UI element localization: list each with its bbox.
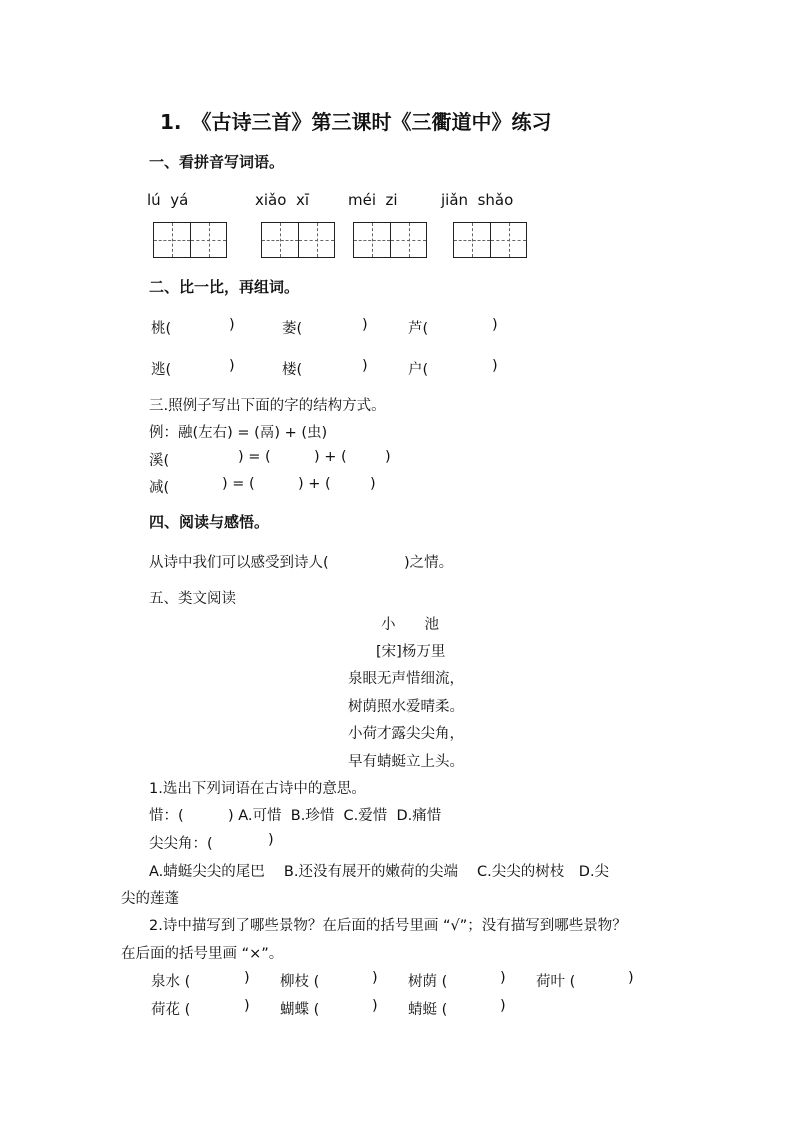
compare-char-lu: 芦( [408,321,429,337]
q1-xi-options: ) A.可惜 B.珍惜 C.爱惜 D.痛惜 [228,808,442,824]
paren-close: ) [372,998,378,1014]
pinyin-3: méi zi [348,191,398,209]
structure-eq: ) = ( [238,449,271,465]
structure-plus: ) + ( [298,476,331,492]
q2-item-shuyin: 树荫 ( [408,974,448,990]
q1-jjj-label: 尖尖角：( [149,836,213,852]
compare-char-lou: 楼( [282,362,303,378]
section-2-heading: 二、比一比，再组词。 [149,278,300,296]
feeling-question: 从诗中我们可以感受到诗人( [149,555,329,571]
poem-title: 小 池 [381,617,439,633]
paren-close: ) [362,317,368,333]
paren-close: ) [385,449,391,465]
poem-line-2: 树荫照水爱晴柔。 [348,699,464,715]
writing-grid-4[interactable] [453,222,527,258]
q2-item-liuzhi: 柳枝 ( [280,974,320,990]
feeling-question-end: )之情。 [404,555,454,571]
q1-stem: 1.选出下列词语在古诗中的意思。 [149,781,366,797]
paren-close: ) [492,358,498,374]
q2-item-qingting: 蜻蜓 ( [408,1002,448,1018]
paren-close: ) [229,317,235,333]
structure-xi-char: 溪( [149,453,170,469]
writing-grid-3[interactable] [353,222,427,258]
structure-example: 例：融(左右) = (鬲) + (虫) [149,425,328,441]
q2-item-hudie: 蝴蝶 ( [280,1002,320,1018]
paren-close: ) [244,970,250,986]
q1-options-line-1: A.蜻蜓尖尖的尾巴 B.还没有展开的嫩荷的尖端 C.尖尖的树枝 D.尖 [149,864,610,880]
q2-item-quanshui: 泉水 ( [151,974,191,990]
compare-char-hu: 户( [408,362,429,378]
pinyin-1: lú yá [147,191,189,209]
poem-line-3: 小荷才露尖尖角， [348,726,464,742]
section-1-heading: 一、看拼音写词语。 [149,153,285,171]
pinyin-2: xiǎo xī [255,191,309,209]
section-3-heading: 三.照例子写出下面的字的结构方式。 [149,398,386,414]
q2-item-hehua: 荷花 ( [151,1002,191,1018]
writing-grid-1[interactable] [153,222,227,258]
q1-xi-label: 惜：( [149,808,184,824]
structure-jian-char: 减( [149,480,170,496]
paren-close: ) [500,998,506,1014]
structure-eq: ) = ( [222,476,255,492]
page-title: 1. 《古诗三首》第三课时《三衢道中》练习 [160,110,552,134]
compare-char-tao: 桃( [151,321,172,337]
paren-close: ) [244,998,250,1014]
section-4-heading: 四、阅读与感悟。 [149,513,270,531]
poem-author: [宋]杨万里 [376,644,446,660]
pinyin-4: jiǎn shǎo [441,191,514,209]
q1-options-line-2: 尖的莲蓬 [121,891,179,907]
poem-line-4: 早有蜻蜓立上头。 [348,754,464,770]
q2-line-2: 在后面的括号里画 “×”。 [121,946,284,962]
compare-char-tao2: 逃( [151,362,172,378]
section-5-heading: 五、类文阅读 [149,591,236,607]
paren-close: ) [268,832,274,848]
structure-plus: ) + ( [314,449,347,465]
paren-close: ) [229,358,235,374]
paren-close: ) [628,970,634,986]
compare-char-wei: 萎( [282,321,303,337]
poem-line-1: 泉眼无声惜细流， [348,671,464,687]
q2-line-1: 2.诗中描写到了哪些景物？在后面的括号里画 “√”；没有描写到哪些景物？ [149,918,627,934]
paren-close: ) [500,970,506,986]
paren-close: ) [492,317,498,333]
paren-close: ) [372,970,378,986]
paren-close: ) [370,476,376,492]
writing-grid-2[interactable] [261,222,335,258]
paren-close: ) [362,358,368,374]
q2-item-heye: 荷叶 ( [536,974,576,990]
